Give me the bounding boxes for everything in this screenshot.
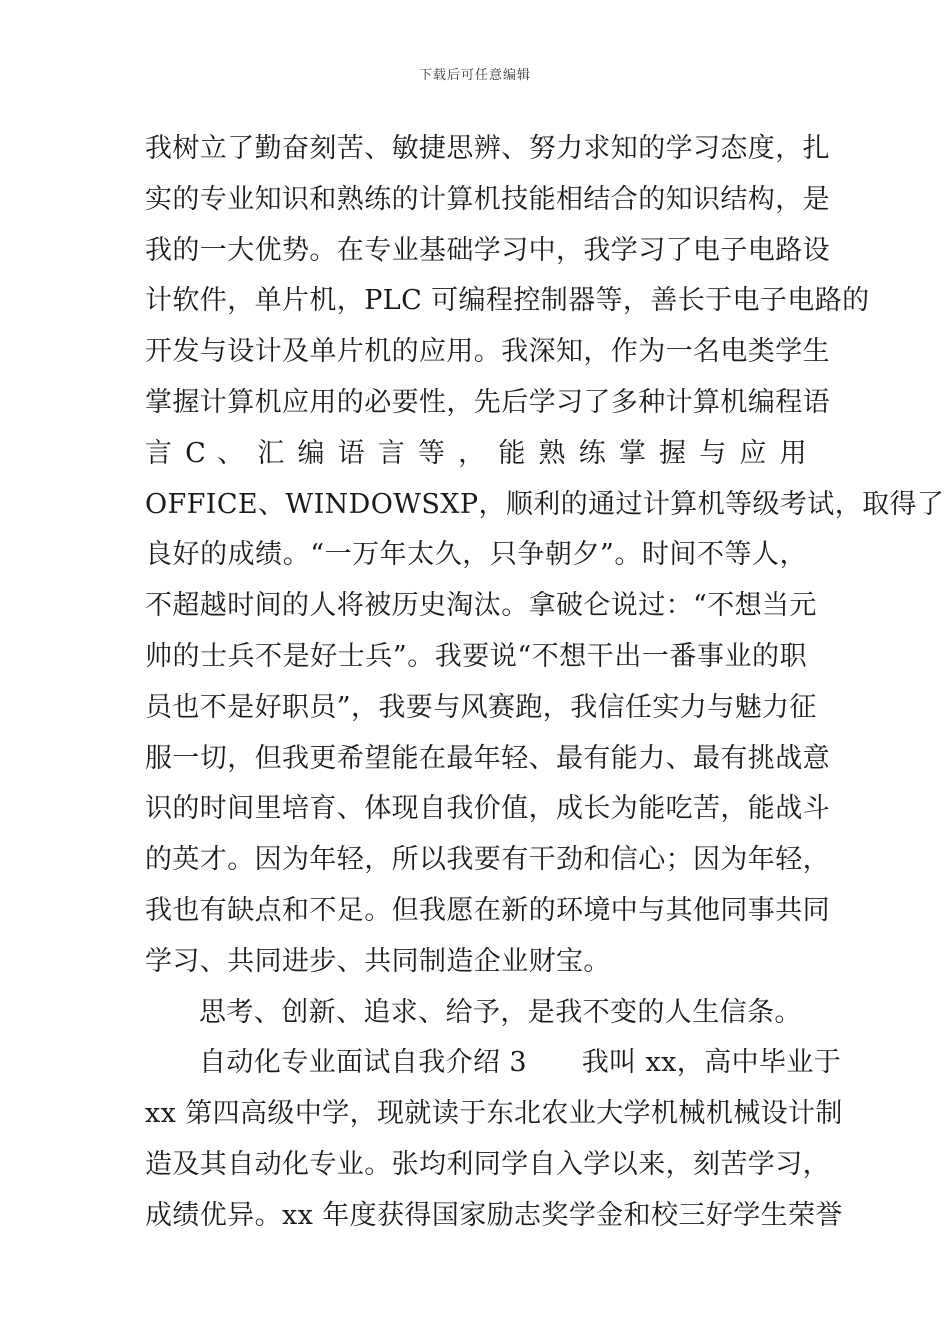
text-line: 我的一大优势。在专业基础学习中，我学习了电子电路设 (145, 234, 830, 266)
text-line: 开发与设计及单片机的应用。我深知，作为一名电类学生 (145, 336, 830, 368)
text-line: OFFICE、WINDOWSXP，顺利的通过计算机等级考试，取得了 (145, 488, 945, 520)
text-line: 言 C 、 汇 编 语 言 等 ， 能 熟 练 掌 握 与 应 用 (145, 437, 807, 469)
text-line: 自动化专业面试自我介绍 3 我叫 xx，高中毕业于 (199, 1047, 842, 1079)
text-line: 计软件，单片机，PLC 可编程控制器等，善长于电子电路的 (145, 285, 870, 317)
text-line: 实的专业知识和熟练的计算机技能相结合的知识结构，是 (145, 183, 830, 215)
text-line: 不超越时间的人将被历史淘汰。拿破仑说过：“不想当元 (145, 590, 817, 622)
text-line: 思考、创新、追求、给予，是我不变的人生信条。 (199, 996, 802, 1028)
text-line: 良好的成绩。“一万年太久，只争朝夕”。时间不等人， (145, 539, 807, 571)
text-line: 掌握计算机应用的必要性，先后学习了多种计算机编程语 (145, 386, 830, 418)
text-line: 造及其自动化专业。张均利同学自入学以来，刻苦学习， (145, 1148, 830, 1180)
text-line: 成绩优异。xx 年度获得国家励志奖学金和校三好学生荣誉 (145, 1199, 843, 1231)
text-line: xx 第四高级中学，现就读于东北农业大学机械机械设计制 (145, 1098, 843, 1130)
text-line: 帅的士兵不是好士兵”。我要说“不想干出一番事业的职 (145, 640, 807, 672)
text-line: 我也有缺点和不足。但我愿在新的环境中与其他同事共同 (145, 894, 830, 926)
text-line: 学习、共同进步、共同制造企业财宝。 (145, 945, 611, 977)
page-header: 下载后可任意编辑 (418, 68, 531, 83)
text-line: 服一切，但我更希望能在最年轻、最有能力、最有挑战意 (145, 742, 830, 774)
text-line: 识的时间里培育、体现自我价值，成长为能吃苦，能战斗 (145, 793, 830, 825)
document-body (145, 124, 945, 1242)
text-line: 的英才。因为年轻，所以我要有干劲和信心；因为年轻， (145, 844, 830, 876)
text-line: 员也不是好职员”，我要与风赛跑，我信任实力与魅力征 (145, 691, 817, 723)
text-line: 我树立了勤奋刻苦、敏捷思辨、努力求知的学习态度，扎 (145, 133, 830, 164)
